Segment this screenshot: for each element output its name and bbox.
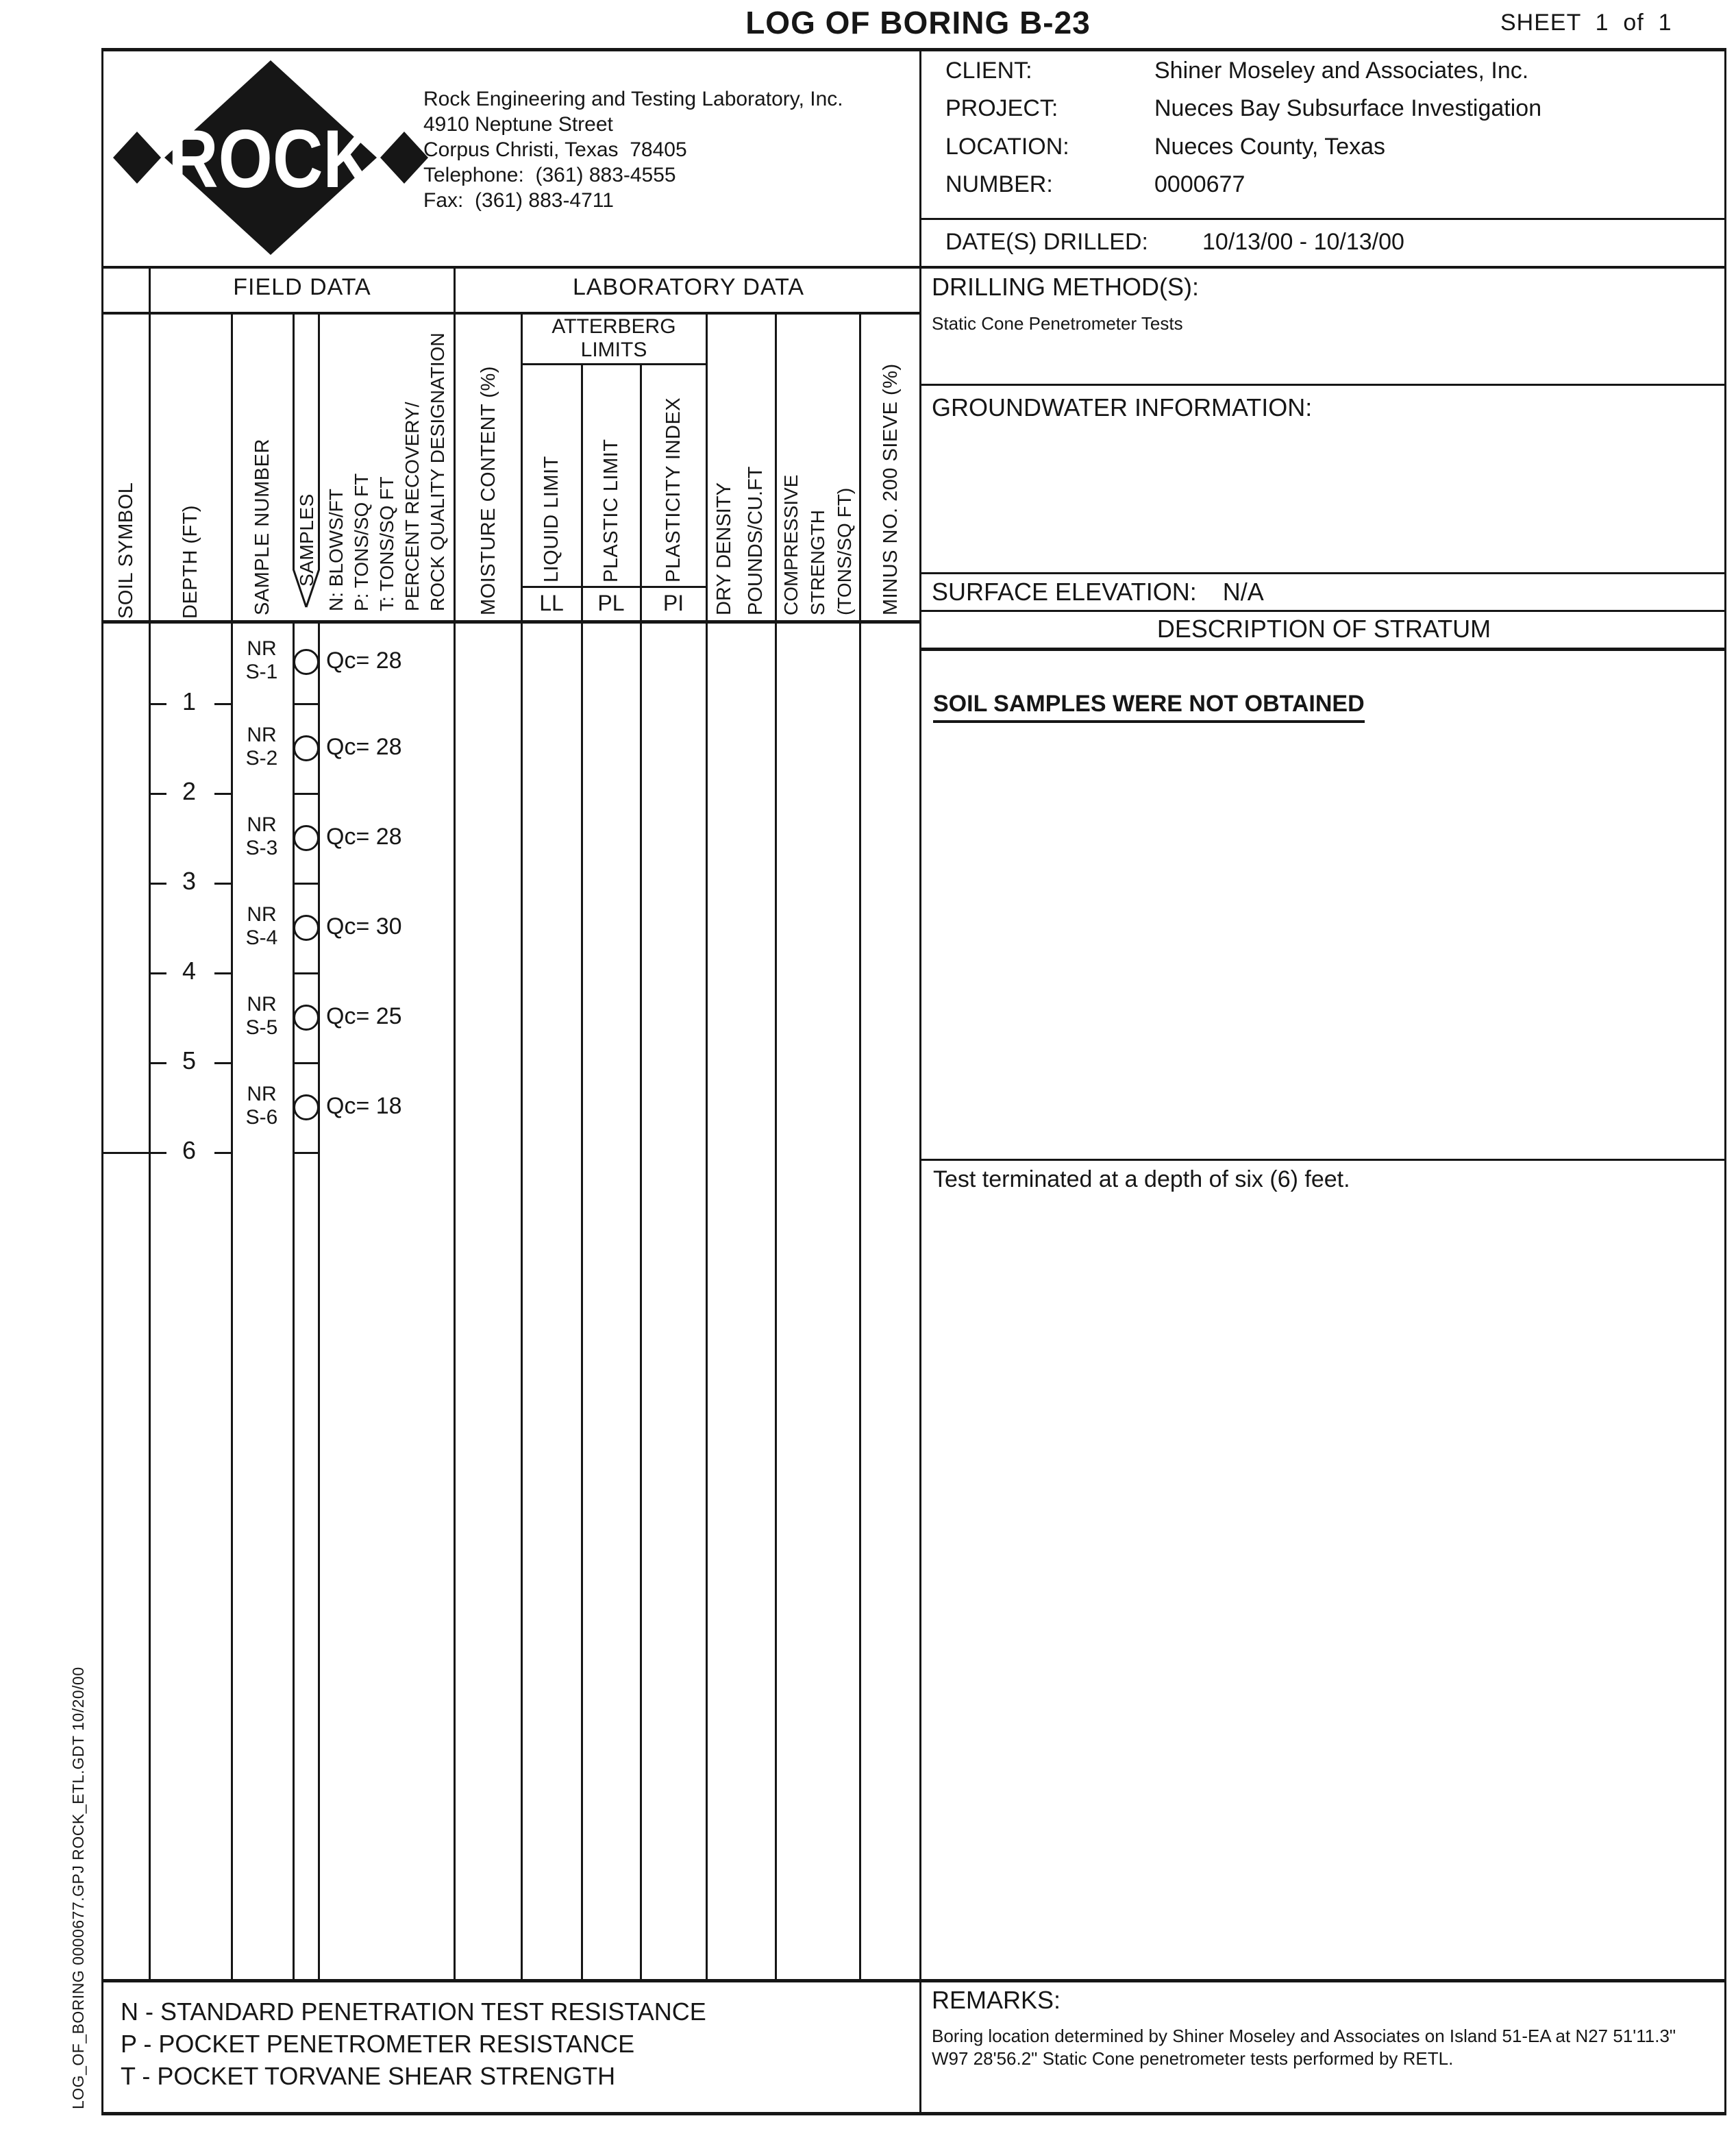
company-telephone: Telephone: (361) 883-4555 — [423, 164, 676, 186]
company-city: Corpus Christi, Texas 78405 — [423, 138, 687, 161]
legend-t: T - POCKET TORVANE SHEAR STRENGTH — [121, 2062, 616, 2090]
col-minus-200: MINUS NO. 200 SIEVE (%) — [880, 363, 902, 615]
client-label: CLIENT: — [945, 58, 1032, 84]
col-field-tests — [323, 315, 451, 611]
sample-box-divider — [293, 972, 320, 974]
termination-note: Test terminated at a depth of six (6) feet. — [933, 1166, 1350, 1192]
sheet-info: SHEET 1 of 1 — [1500, 10, 1672, 36]
grid-line — [101, 48, 103, 2115]
stratum-note: SOIL SAMPLES WERE NOT OBTAINED — [933, 691, 1365, 723]
col-compressive — [778, 317, 858, 615]
grid-line — [521, 312, 523, 1979]
grid-line — [293, 312, 295, 570]
cone-resistance-value: Qc= 28 — [326, 733, 402, 760]
surface-elevation-value: N/A — [1222, 578, 1264, 606]
grid-line — [921, 610, 1726, 612]
grid-line — [149, 267, 151, 1979]
atterberg-line1: ATTERBERG — [551, 315, 676, 338]
sidebar-file-note: LOG_OF_BORING 0000677.GPJ ROCK_ETL.GDT 10/20/00 — [69, 1667, 87, 2109]
location-value: Nueces County, Texas — [1154, 134, 1386, 160]
field-test-line-n: N: BLOWS/FT — [325, 489, 347, 611]
grid-line — [921, 648, 1726, 651]
number-label: NUMBER: — [945, 171, 1053, 197]
cone-resistance-value: Qc= 30 — [326, 913, 402, 939]
pi-abbrev: PI — [662, 591, 684, 615]
rock-logo-text: ROCK — [168, 113, 373, 205]
grid-line — [521, 586, 706, 588]
location-label: LOCATION: — [945, 134, 1069, 160]
rock-logo — [110, 55, 432, 260]
pl-abbrev: PL — [597, 591, 625, 615]
grid-line — [1724, 48, 1726, 2115]
grid-line — [919, 48, 921, 2115]
col-liquid-limit: LIQUID LIMIT — [541, 456, 562, 582]
cone-resistance-value: Qc= 25 — [326, 1003, 402, 1029]
depth-tick-right — [214, 703, 231, 705]
field-test-line-rqd: ROCK QUALITY DESIGNATION — [427, 332, 448, 611]
grid-line — [101, 2112, 1726, 2115]
dates-drilled-label: DATE(S) DRILLED: — [945, 229, 1148, 255]
sampler-symbol-icon — [293, 915, 319, 941]
project-value: Nueces Bay Subsurface Investigation — [1154, 95, 1542, 121]
sampler-symbol-icon — [293, 735, 319, 761]
grid-line — [522, 363, 706, 365]
depth-tick-right — [214, 883, 231, 885]
grid-line — [581, 365, 583, 1979]
grid-line — [318, 620, 320, 1979]
col-samples: SAMPLES — [296, 493, 317, 587]
cone-resistance-value: Qc= 28 — [326, 647, 402, 674]
col-plastic-limit: PLASTIC LIMIT — [600, 439, 622, 582]
grid-line — [775, 312, 777, 1979]
drilling-method-label: DRILLING METHOD(S): — [932, 273, 1200, 301]
description-of-stratum-header: DESCRIPTION OF STRATUM — [1156, 615, 1491, 643]
ll-abbrev: LL — [539, 591, 564, 615]
dates-drilled-value: 10/13/00 - 10/13/00 — [1202, 229, 1404, 255]
sample-box-divider — [293, 883, 320, 885]
laboratory-data-header: LABORATORY DATA — [572, 274, 805, 300]
col-depth: DEPTH (FT) — [179, 504, 201, 619]
rock-logo-right-diamond-icon — [380, 132, 428, 184]
depth-tick-label: 3 — [182, 867, 197, 895]
grid-line — [101, 48, 1726, 51]
depth-tick-right — [214, 1062, 231, 1064]
sample-box-divider — [293, 1062, 320, 1064]
sampler-symbol-icon — [293, 1005, 319, 1031]
col-moisture: MOISTURE CONTENT (%) — [478, 366, 499, 615]
field-data-header: FIELD DATA — [233, 274, 371, 300]
samples-column-chevron-icon — [293, 569, 320, 611]
grid-line — [101, 1152, 151, 1154]
depth-tick-right — [214, 1152, 231, 1154]
sampler-symbol-icon — [293, 825, 319, 851]
sample-box-divider — [293, 793, 320, 795]
col-plasticity-index: PLASTICITY INDEX — [662, 397, 684, 582]
col-dry-density — [708, 317, 773, 615]
remarks-text: Boring location determined by Shiner Moseley and Associates on Island 51-EA at N27 51'11.3" W97 28'56.2" Static Cone penetrometer tests performed by RETL. — [932, 2026, 1676, 2069]
field-test-line-p: P: TONS/SQ FT — [351, 473, 372, 611]
dry-density-line2: POUNDS/CU.FT — [745, 466, 767, 615]
sample-number: NR S-6 — [245, 1082, 278, 1129]
compressive-line1: COMPRESSIVE — [780, 474, 802, 615]
depth-tick-label: 1 — [182, 687, 197, 715]
surface-elevation-label — [932, 578, 1264, 606]
atterberg-line2: LIMITS — [580, 339, 647, 361]
compressive-line3: (TONS/SQ FT) — [834, 487, 855, 615]
compressive-line2: STRENGTH — [807, 510, 828, 615]
company-fax: Fax: (361) 883-4711 — [423, 189, 614, 212]
dry-density-line1: DRY DENSITY — [713, 482, 735, 615]
col-soil-symbol: SOIL SYMBOL — [115, 482, 137, 619]
sample-number: NR S-5 — [245, 992, 278, 1039]
depth-tick-label: 6 — [182, 1136, 197, 1164]
cone-resistance-value: Qc= 18 — [326, 1092, 402, 1119]
legend-block — [121, 1995, 706, 2092]
grid-line — [921, 218, 1726, 220]
grid-line — [921, 572, 1726, 574]
grid-line — [101, 620, 921, 624]
grid-line — [231, 312, 233, 1979]
sample-number: NR S-3 — [245, 813, 278, 859]
client-value: Shiner Moseley and Associates, Inc. — [1154, 58, 1529, 84]
grid-line — [101, 312, 921, 315]
grid-line — [101, 1979, 1726, 1982]
groundwater-label: GROUNDWATER INFORMATION: — [932, 393, 1313, 421]
sample-number: NR S-4 — [245, 902, 278, 949]
sample-number: NR S-1 — [245, 637, 278, 683]
col-sample-number: SAMPLE NUMBER — [251, 439, 273, 615]
grid-line — [318, 312, 320, 570]
field-test-line-recovery: PERCENT RECOVERY/ — [401, 402, 423, 611]
grid-line — [454, 267, 456, 1979]
company-name: Rock Engineering and Testing Laboratory, Inc. — [423, 88, 843, 110]
sample-box-divider — [293, 1152, 320, 1154]
page-title: LOG OF BORING B-23 — [745, 5, 1091, 40]
project-label: PROJECT: — [945, 95, 1058, 121]
sampler-symbol-icon — [293, 649, 319, 675]
legend-n: N - STANDARD PENETRATION TEST RESISTANCE — [121, 1998, 706, 2026]
grid-line — [293, 620, 295, 1979]
depth-tick-label: 4 — [182, 957, 197, 985]
depth-tick-label: 5 — [182, 1046, 197, 1074]
legend-p: P - POCKET PENETROMETER RESISTANCE — [121, 2030, 635, 2058]
depth-tick-label: 2 — [182, 777, 197, 805]
rock-logo-left-diamond-icon — [113, 132, 161, 184]
grid-line — [859, 312, 861, 1979]
surface-elevation-text: SURFACE ELEVATION: — [932, 578, 1197, 606]
number-value: 0000677 — [1154, 171, 1245, 197]
remarks-label: REMARKS: — [932, 1986, 1061, 2014]
sample-number: NR S-2 — [245, 723, 278, 770]
grid-line — [921, 1159, 1726, 1161]
grid-line — [706, 312, 708, 1979]
company-block — [423, 86, 917, 213]
depth-tick-right — [214, 793, 231, 795]
field-test-line-t: T: TONS/SQ FT — [376, 476, 397, 611]
grid-line — [640, 365, 642, 1979]
grid-line — [101, 266, 1726, 269]
atterberg-limits-header — [522, 315, 706, 362]
sampler-symbol-icon — [293, 1094, 319, 1120]
cone-resistance-value: Qc= 28 — [326, 823, 402, 850]
sample-box-divider — [293, 703, 320, 705]
company-address: 4910 Neptune Street — [423, 113, 613, 136]
grid-line — [921, 384, 1726, 386]
drilling-method-value: Static Cone Penetrometer Tests — [932, 313, 1183, 334]
depth-tick-right — [214, 972, 231, 974]
